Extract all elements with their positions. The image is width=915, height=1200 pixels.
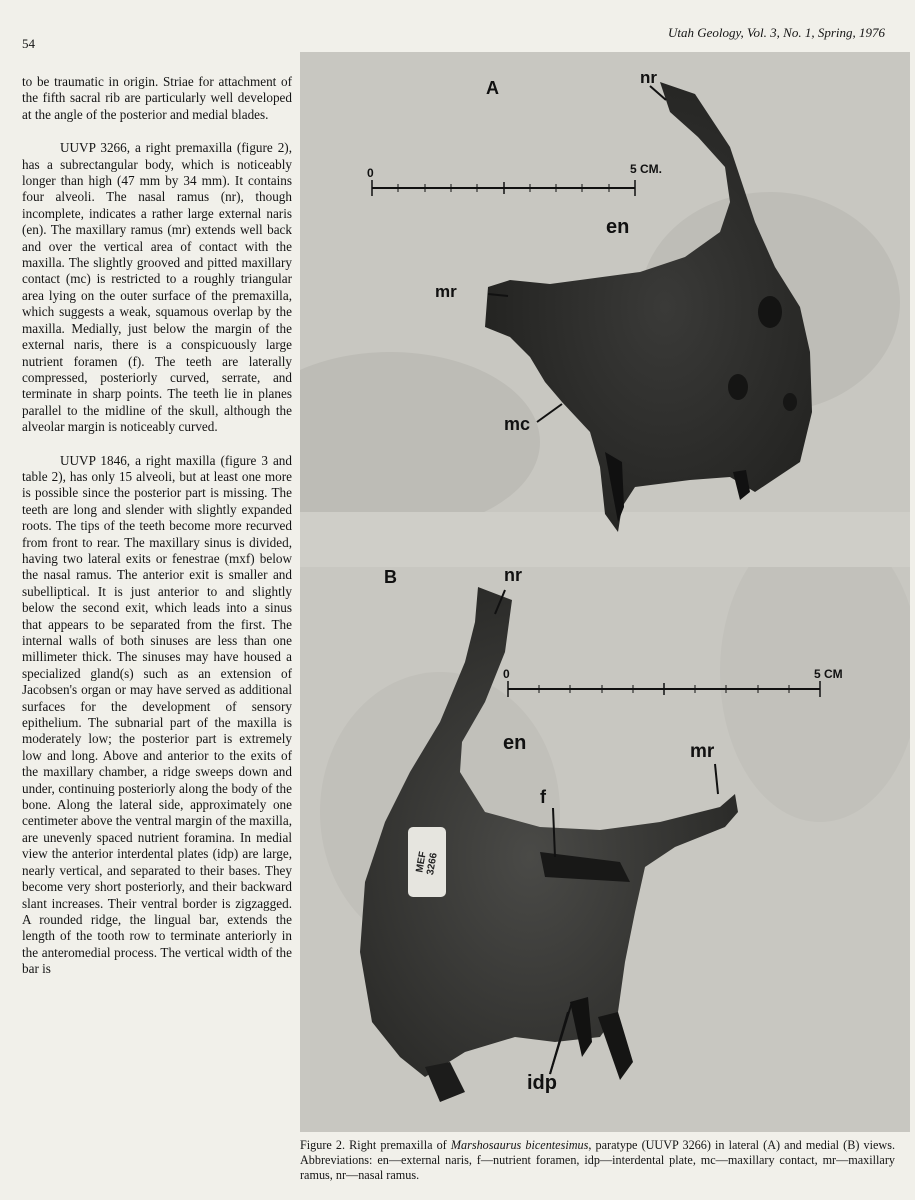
fossil-photographs: [300, 52, 910, 1132]
paragraph-continuation: to be traumatic in origin. Striae for attachment of the fifth sacral rib are particularly well developed at the angle of the posterior and medial blades.: [22, 74, 292, 122]
left-text-column: [22, 74, 292, 995]
journal-header: Utah Geology, Vol. 3, No. 1, Spring, 1976: [667, 25, 885, 40]
specimen-tag-text: MEF 3266: [414, 850, 440, 876]
scale-a-start: 0: [367, 166, 374, 180]
view-a-label-mc: mc: [504, 414, 531, 434]
view-a-label-mr: mr: [435, 282, 457, 301]
view-b-label-f: f: [540, 787, 546, 807]
figure-caption: [300, 1138, 895, 1183]
page-number: 54: [22, 36, 35, 51]
scale-a-end: 5 CM.: [630, 162, 663, 176]
view-b-label-idp: idp: [527, 1072, 557, 1094]
paragraph-uuvp-1846: UUVP 1846, a right maxilla (figure 3 and table 2), has only 15 alveoli, but at least one more is possible since the posterior part is missing. The teeth are long and slender with slightly expanded roots. The tips of the teeth become more recurved from front to rear. The maxillary sinus is divided, having two lateral exits or fenestrae (mxf) below the nasal ramus. The anterior exit is smaller and subelliptical. It is just anterior to and slightly below the second exit, which leads into a sinus that appears to be separated from the first. The internal walls of both sinuses are less than one millimeter thick. The sinuses may have housed a specialized gland(s) such as an extension of Jacobsen's organ or may have served as additional surfaces for the development of sensory epithelium. The subnarial part of the maxilla is moderately low; the posterior part is extremely low and long. Above and anterior to the exits of the maxillary chamber, a ridge sweeps down and under, continuing posteriorly along the body of the bone. Along the lateral side, approximately one centimeter above the ventral margin of the maxilla, are unevenly spaced nutrient foramina. In medial view the anterior interdental plates (idp) are large, nearly vertical, and separated to their bases. They become very short posteriorly, and their backward slant increases. Their ventral border is zigzagged. A rounded ridge, the lingual bar, extends the length of the tooth row to terminate anteriorly in the anteromedial process. The vertical width of the bar is: [22, 452, 292, 977]
figure-photo-plate: [300, 52, 910, 1132]
scale-b-start: 0: [503, 667, 510, 681]
view-a-label-nr: nr: [640, 68, 657, 87]
view-b-label-mr: mr: [690, 741, 715, 762]
view-b-label-nr: nr: [504, 565, 522, 585]
view-a-label: A: [486, 78, 499, 98]
view-b-label: B: [384, 567, 397, 587]
paragraph-uuvp-3266: UUVP 3266, a right premaxilla (figure 2), has a subrectangular body, which is noticeably longer than high (47 mm by 34 mm). It contains four alveoli. The nasal ramus (nr), though incomplete, indicates a rather large external naris (en). The maxillary ramus (mr) extends well back and over the vertical area of contact with the maxilla. The slightly grooved and pitted maxillary contact (mc) is restricted to a roughly triangular area lying on the outer surface of the premaxilla, which suggests a weak, squamous overlap by the maxilla. Medially, just below the margin of the external naris, there is a conspicuously large nutrient foramen (f). The teeth are laterally compressed, posteriorly curved, serrate, and terminate in sharp points. The teeth lie in planes parallel to the midline of the skull, although the alveolar margin is noticeably curved.: [22, 140, 292, 435]
caption-prefix: Figure 2. Right premaxilla of: [300, 1138, 451, 1152]
caption-suffix: , paratype (UUVP 3266) in lateral (A) and medial (B) views. Abbreviations: en—external naris, f—nutrient foramen, idp—interdental plate, mc—maxillary contact, mr—maxillary ramus, nr—nasal ramus.: [300, 1138, 895, 1182]
caption-taxon: Marshosaurus bicentesimus: [450, 1138, 589, 1152]
view-a-label-en: en: [606, 216, 630, 238]
view-b-label-en: en: [503, 732, 527, 754]
scale-b-end: 5 CM: [814, 667, 843, 681]
